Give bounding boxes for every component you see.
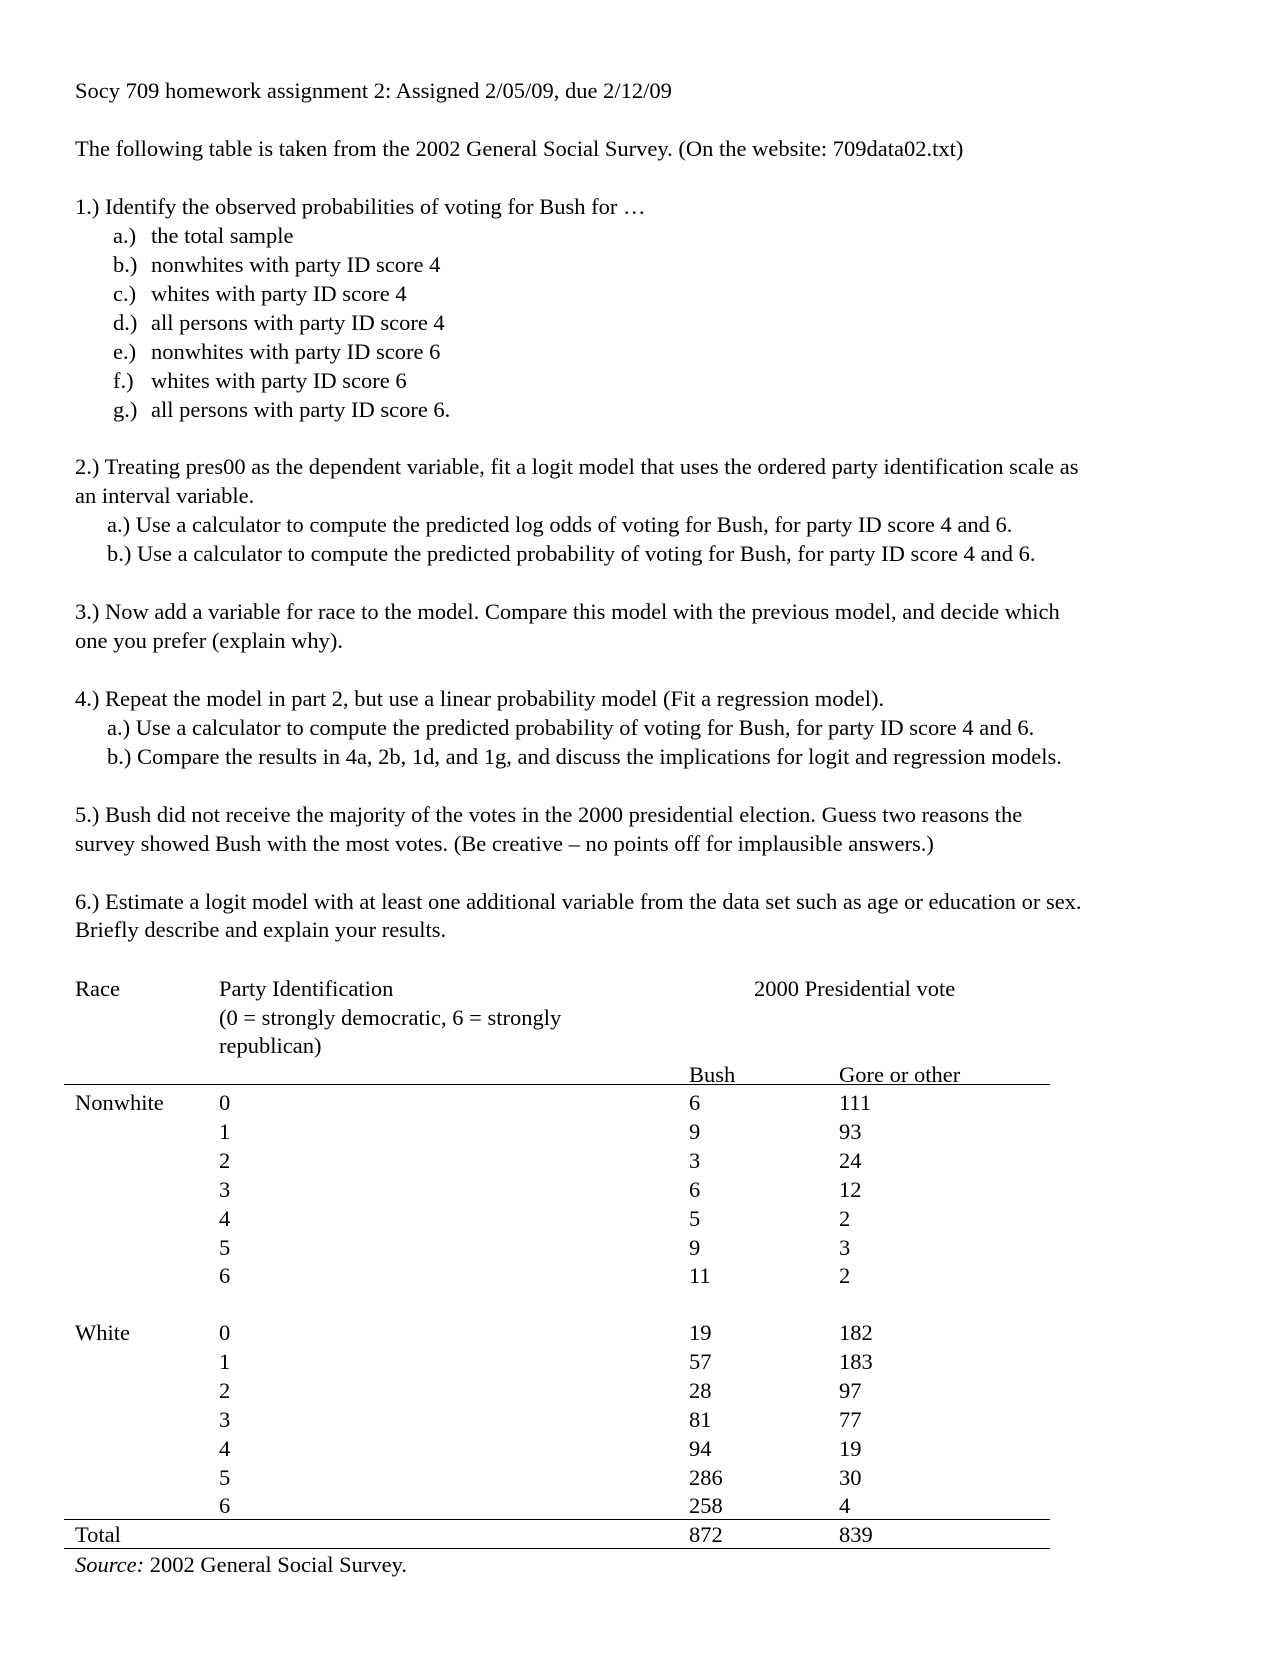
table-cell-gore: 77 [839,1407,862,1432]
q1-stem: 1.) Identify the observed probabilities of voting for Bush for … [75,194,646,219]
table-cell-bush: 9 [689,1235,701,1260]
q1-item-label: e.) [113,339,137,364]
table-cell-gore: 24 [839,1148,862,1173]
table-header-race: Race [75,976,120,1001]
source-text: 2002 General Social Survey. [144,1552,407,1577]
table-cell-party-id: 2 [219,1148,231,1173]
q3-line1: 3.) Now add a variable for race to the model. Compare this model with the previous model, and decide which [75,599,1060,624]
q4-item-a: a.) Use a calculator to compute the predicted probability of voting for Bush, for party ID score 4 and 6. [107,715,1035,740]
table-total-rule-top [64,1519,1050,1520]
table-cell-party-id: 5 [219,1235,231,1260]
table-cell-gore: 97 [839,1378,862,1403]
table-header-gore: Gore or other [839,1062,961,1087]
q1-item-label: c.) [113,281,137,306]
source-label: Source: [75,1552,145,1577]
table-cell-bush: 57 [689,1349,712,1374]
table-cell-party-id: 3 [219,1177,231,1202]
q4-stem: 4.) Repeat the model in part 2, but use a linear probability model (Fit a regression model). [75,686,885,711]
q1-item-text: nonwhites with party ID score 6 [151,339,441,364]
table-cell-bush: 9 [689,1119,701,1144]
table-cell-party-id: 0 [219,1090,231,1115]
q1-item-label: g.) [113,397,138,422]
q1-item-label: a.) [113,223,137,248]
table-cell-bush: 3 [689,1148,701,1173]
q1-item [113,279,407,308]
table-cell-bush: 81 [689,1407,712,1432]
q5-line2: survey showed Bush with the most votes. (Be creative – no points off for implausible answers.) [75,831,934,856]
q5-line1: 5.) Bush did not receive the majority of the votes in the 2000 presidential election. Guess two reasons the [75,802,1023,827]
table-cell-bush: 286 [689,1465,723,1490]
table-cell-party-id: 2 [219,1378,231,1403]
table-cell-gore: 12 [839,1177,862,1202]
table-cell-party-id: 3 [219,1407,231,1432]
q1-item [113,250,440,279]
table-total-bush: 872 [689,1522,723,1547]
table-cell-bush: 6 [689,1177,701,1202]
table-cell-gore: 93 [839,1119,862,1144]
table-cell-party-id: 1 [219,1349,231,1374]
intro-text: The following table is taken from the 2002 General Social Survey. (On the website: 709data02.txt) [75,136,964,161]
table-cell-bush: 19 [689,1320,712,1345]
table-header-party-line3: republican) [219,1033,322,1058]
q2-item-a: a.) Use a calculator to compute the predicted log odds of voting for Bush, for party ID score 4 and 6. [107,512,1013,537]
table-race-label: White [75,1320,130,1345]
table-cell-bush: 258 [689,1493,723,1518]
table-header-party-line2: (0 = strongly democratic, 6 = strongly [219,1005,562,1030]
table-cell-gore: 2 [839,1206,851,1231]
q4-item-b: b.) Compare the results in 4a, 2b, 1d, and 1g, and discuss the implications for logit and regression models. [107,744,1062,769]
q1-item-text: all persons with party ID score 4 [151,310,445,335]
table-total-gore: 839 [839,1522,873,1547]
table-race-label: Nonwhite [75,1090,164,1115]
table-cell-gore: 3 [839,1235,851,1260]
q2-item-b: b.) Use a calculator to compute the predicted probability of voting for Bush, for party ID score 4 and 6. [107,541,1036,566]
table-cell-party-id: 4 [219,1206,231,1231]
table-cell-bush: 5 [689,1206,701,1231]
table-cell-party-id: 1 [219,1119,231,1144]
table-cell-gore: 19 [839,1436,862,1461]
q1-item [113,337,440,366]
table-cell-gore: 182 [839,1320,873,1345]
q1-item [113,308,445,337]
q2-stem-line1: 2.) Treating pres00 as the dependent variable, fit a logit model that uses the ordered party identification scale as [75,454,1079,479]
table-cell-gore: 4 [839,1493,851,1518]
q1-item [113,366,407,395]
table-header-rule [64,1084,1050,1085]
q1-item-text: whites with party ID score 4 [151,281,407,306]
table-cell-party-id: 6 [219,1493,231,1518]
table-cell-gore: 30 [839,1465,862,1490]
table-total-rule-bottom [64,1548,1050,1549]
table-header-party-line1: Party Identification [219,976,394,1001]
table-cell-bush: 28 [689,1378,712,1403]
table-cell-party-id: 5 [219,1465,231,1490]
q1-item [113,395,450,424]
q6-line2: Briefly describe and explain your results. [75,917,447,942]
source-note [75,1550,407,1579]
q1-item-text: all persons with party ID score 6. [151,397,451,422]
table-total-label: Total [75,1522,121,1547]
table-cell-gore: 2 [839,1263,851,1288]
q1-item-label: f.) [113,368,134,393]
table-cell-gore: 183 [839,1349,873,1374]
table-cell-bush: 11 [689,1263,711,1288]
q1-item-text: nonwhites with party ID score 4 [151,252,441,277]
q1-item-text: the total sample [151,223,294,248]
q3-line2: one you prefer (explain why). [75,628,344,653]
table-cell-party-id: 6 [219,1263,231,1288]
q1-item-label: b.) [113,252,138,277]
q1-item-label: d.) [113,310,138,335]
q6-line1: 6.) Estimate a logit model with at least one additional variable from the data set such as age or education or sex. [75,889,1082,914]
table-cell-bush: 6 [689,1090,701,1115]
q2-stem-line2: an interval variable. [75,483,255,508]
table-cell-bush: 94 [689,1436,712,1461]
table-cell-gore: 111 [839,1090,872,1115]
assignment-header: Socy 709 homework assignment 2: Assigned 2/05/09, due 2/12/09 [75,78,672,103]
table-cell-party-id: 4 [219,1436,231,1461]
table-cell-party-id: 0 [219,1320,231,1345]
table-header-vote: 2000 Presidential vote [754,976,956,1001]
q1-item [113,221,293,250]
table-header-bush: Bush [689,1062,736,1087]
q1-item-text: whites with party ID score 6 [151,368,407,393]
